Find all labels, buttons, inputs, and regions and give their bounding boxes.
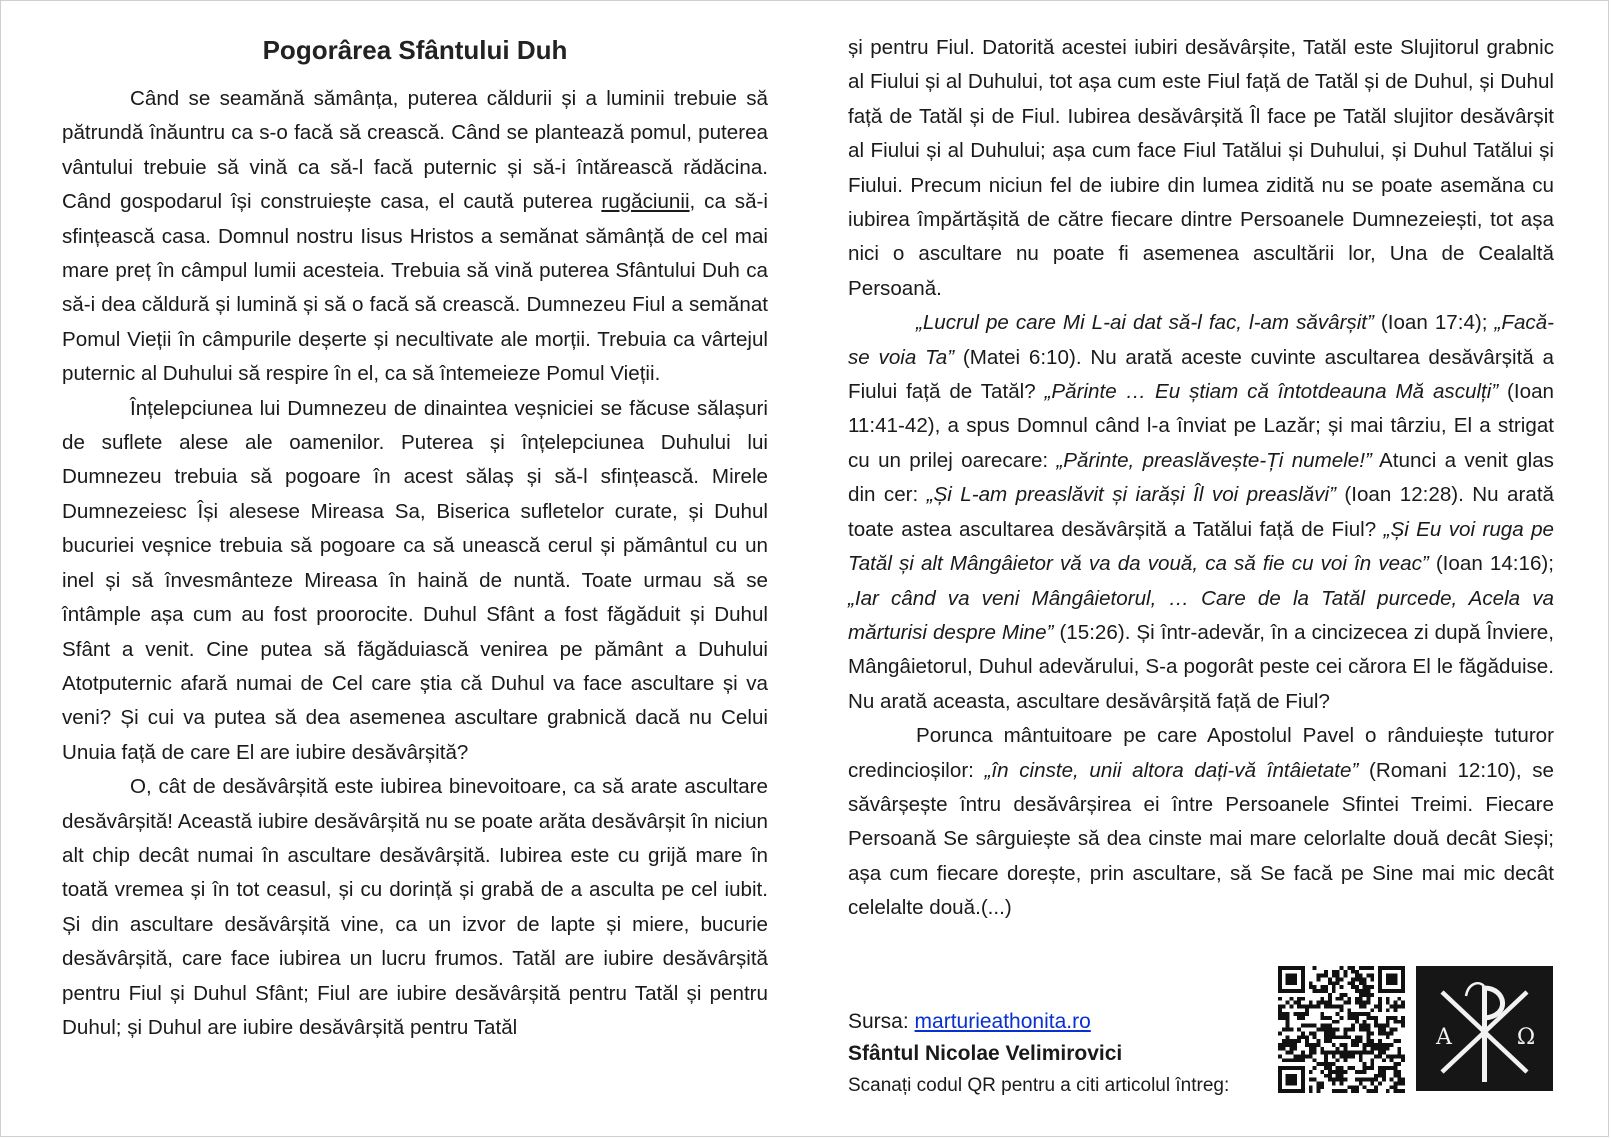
text-span: (Romani 12:10), se săvârșește întru desăvârșirea ei între Persoanele Sfintei Treimi. Fiecare Persoană Se sârguiește să dea cinste mai mare celorlalte două decât Sieși; așa cum fiecare dorește, prin ascultare, să Se facă pe Sine mai mic decât celelalte două.(...): [848, 758, 1554, 920]
source-label: Sursa:: [848, 1010, 915, 1033]
quote-span: „Și Eu voi ruga pe Tatăl și alt Mângâietor vă va da vouă, ca să fie cu voi în veac”: [848, 517, 1554, 576]
paragraph-2: Înțelepciunea lui Dumnezeu de dinaintea veșniciei se făcuse sălașuri de suflete alese ale oamenilor. Puterea și înțelepciunea Duhului lui Dumnezeu trebuia să pogoare în acest sălaș și să-l sfințească. Mirele Dumnezeiesc Își alesese Mireasa Sa, Biserica sufletelor curate, și Duhul bucuriei veșnice trebuia să pogoare ca să unească cerul și pământul cu un inel și să învesmânteze Mireasa în haină de nuntă. Toate urmau să se întâmple așa cum au fost proorocite. Duhul Sfânt a fost făgăduit și Duhul Sfânt a venit. Cine putea să făgăduiască venirea pe pământ a Duhului Atotputernic afară numai de Cel care știa că Duhul va face ascultare și va veni? Și cui va putea să dea asemenea ascultare grabnică dacă nu Celui Unuia față de care El are iubire desăvârșită?: [62, 396, 768, 764]
paragraph-4: și pentru Fiul. Datorită acestei iubiri desăvârșite, Tatăl este Slujitorul grabnic al Fiului și al Duhului, tot așa cum este Fiul față de Tatăl și de Duhul, și Duhul față de Tatăl și de Fiul. Iubirea desăvârșită Îl face pe Tatăl slujitor desăvârșit al Fiului și al Duhului; așa cum face Fiul Tatălui și Duhului, și Duhul Tatălui și Fiului. Precum niciun fel de iubire din lumea zidită nu se poate asemăna cu iubirea împărtășită de către fiecare dintre Persoanele Dumnezeiești, tot așa nici o ascultare nu poate fi asemenea ascultării lor, Una de Cealaltă Persoană.: [848, 36, 1554, 300]
paragraph-5: [848, 306, 1554, 719]
quote-span: „Lucrul pe care Mi L-ai dat să-l fac, l-am săvârșit”: [916, 311, 1374, 335]
source-link[interactable]: marturieathonita.ro: [914, 1010, 1091, 1033]
text-span: (Ioan 12:28). Nu arată toate astea ascultarea desăvârșită a Tatălui față de Fiul?: [848, 483, 1554, 541]
source-line: [848, 1007, 1268, 1037]
quote-span: „Părinte … Eu știam că întotdeauna Mă asculți”: [1044, 380, 1499, 404]
text-span: Porunca mântuitoare pe care Apostolul Pavel o rânduiește tuturor credincioșilor:: [848, 724, 1554, 782]
source-block: [848, 1007, 1268, 1101]
quote-span: „Iar când va veni Mângâietorul, … Care de la Tatăl purcede, Acela va mărturisi despre Mine”: [848, 586, 1554, 644]
author-name: Sfântul Nicolae Velimirovici: [848, 1042, 1123, 1065]
article-title: Pogorârea Sfântului Duh: [262, 35, 568, 65]
text-span: (Ioan 11:41-42), a spus Domnul când l-a înviat pe Lazăr; și mai târziu, El a strigat cu un prilej oarecare:: [848, 380, 1554, 472]
underlined-word: rugăciunii: [601, 190, 690, 214]
text-span: (Ioan 14:16);: [1428, 552, 1554, 576]
quote-span: „Și L-am preaslăvit și iarăși Îl voi preaslăvi”: [926, 483, 1336, 507]
omega-letter: Ω: [1516, 1025, 1536, 1050]
qr-code-icon[interactable]: [1278, 966, 1405, 1093]
quote-span: „în cinste, unii altora dați-vă întâietate”: [984, 758, 1359, 782]
text-span: (Ioan 17:4);: [1373, 311, 1495, 335]
paragraph-1: Când se seamănă sămânța, puterea căldurii și a luminii trebuie să pătrundă înăuntru ca s-o facă să crească. Când se plantează pomul, puterea vântului trebuie să vină ca să-l facă puternic și să-i întărească rădăcina. Când gospodarul își construiește casa, el caută puterea rugăciunii, ca să-i sfințească casa. Domnul nostru Iisus Hristos a semănat sămânță de cel mai mare preț în câmpul lumii acesteia. Trebuia să vină puterea Sfântului Duh ca să-i dea căldură și lumină și să o facă să crească. Dumnezeu Fiul a semănat Pomul Vieții în câmpurile deșerte și necultivate ale morții. Trebuia ca vârtejul puternic al Duhului să respire în el, ca să întemeieze Pomul Vieții.: [62, 87, 768, 386]
right-column: [848, 31, 1554, 926]
left-column: [62, 31, 768, 1045]
quote-span: „Părinte, preaslăvește-Ți numele!”: [1056, 448, 1372, 472]
quote-span: „Facă-se voia Ta”: [848, 311, 1555, 369]
alpha-letter: Α: [1436, 1025, 1452, 1050]
chi-rho-logo-icon: [1416, 966, 1553, 1091]
text-span: (Matei 6:10). Nu arată aceste cuvinte ascultarea desăvârșită a Fiului față de Tatăl?: [848, 345, 1554, 404]
text-span: Atunci a venit glas din cer:: [848, 448, 1554, 507]
scan-instruction: Scanați codul QR pentru a citi articolul întreg:: [848, 1075, 1230, 1096]
paragraph-3: O, cât de desăvârșită este iubirea binevoitoare, ca să arate ascultare desăvârșită! Această iubire desăvârșită nu se poate arăta desăvârșit în niciun alt chip decât numai în ascultare desăvârșită. Iubirea este cu grijă mare în toată vremea și în tot ceasul, și cu dorință și grabă de a asculta pe cel iubit. Și din ascultare desăvârșită vine, ca un izvor de lapte și miere, bucurie desăvârșită, care face iubirea un lucru frumos. Tatăl are iubire desăvârșită pentru Fiul și Duhul Sfânt; Fiul are iubire desăvârșită pentru Tatăl și pentru Duhul; și Duhul are iubire desăvârșită pentru Tatăl: [62, 775, 768, 1039]
text-span: (15:26). Și într-adevăr, în a cincizecea zi după Înviere, Mângâietorul, Duhul adevărului, S-a pogorât peste cei cărora El le făgăduise. Nu arată aceasta, ascultare desăvârșită față de Fiul?: [848, 620, 1554, 713]
paragraph-6: [848, 719, 1554, 925]
